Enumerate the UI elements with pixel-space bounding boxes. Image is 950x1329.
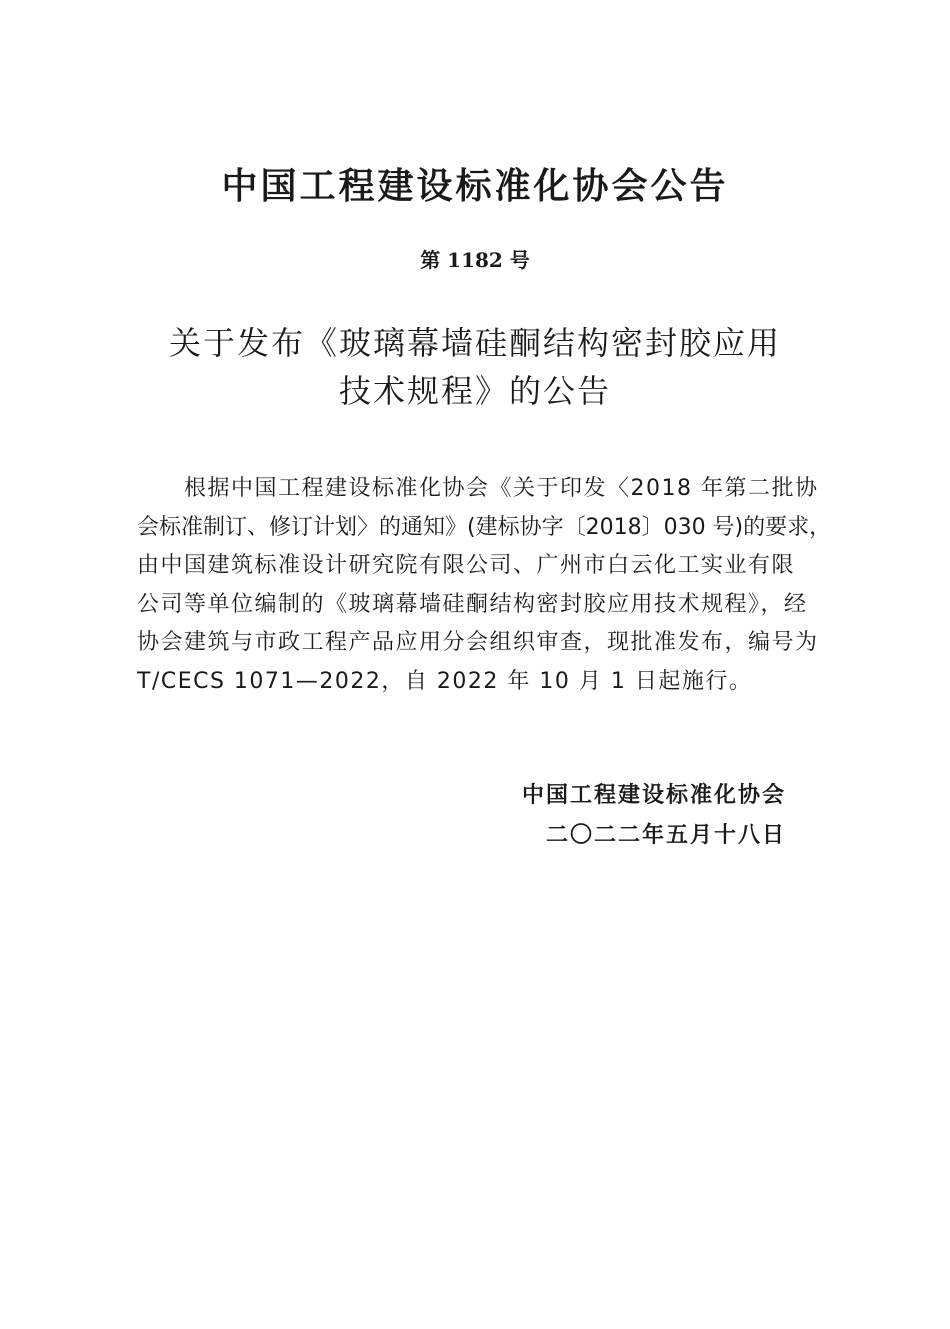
- body-line: 公司等单位编制的《玻璃幕墙硅酮结构密封胶应用技术规程》，经: [137, 591, 808, 617]
- body-line: 由中国建筑标准设计研究院有限公司、广州市白云化工实业有限: [137, 553, 796, 578]
- signature-date: 二〇二二年五月十八日: [546, 823, 787, 848]
- announcement-number: 第 1182 号: [420, 248, 530, 272]
- announcement-body: [137, 470, 857, 701]
- body-line: 根据中国工程建设标准化协会《关于印发〈2018 年第二批协: [137, 476, 819, 501]
- body-line: 会标准制订、修订计划〉的通知》(建标协字〔2018〕030 号)的要求，: [137, 514, 832, 540]
- announcement-heading: 中国工程建设标准化协会公告: [221, 166, 729, 207]
- announcement-subtitle-line-1: 关于发布《玻璃幕墙硅酮结构密封胶应用: [168, 324, 781, 362]
- signature-organization: 中国工程建设标准化协会: [522, 783, 787, 808]
- announcement-subtitle-line-2: 技术规程》的公告: [338, 372, 611, 410]
- body-line: 协会建筑与市政工程产品应用分会组织审查，现批准发布，编号为: [137, 630, 819, 655]
- body-line: T/CECS 1071—2022，自 2022 年 10 月 1 日起施行。: [137, 668, 753, 694]
